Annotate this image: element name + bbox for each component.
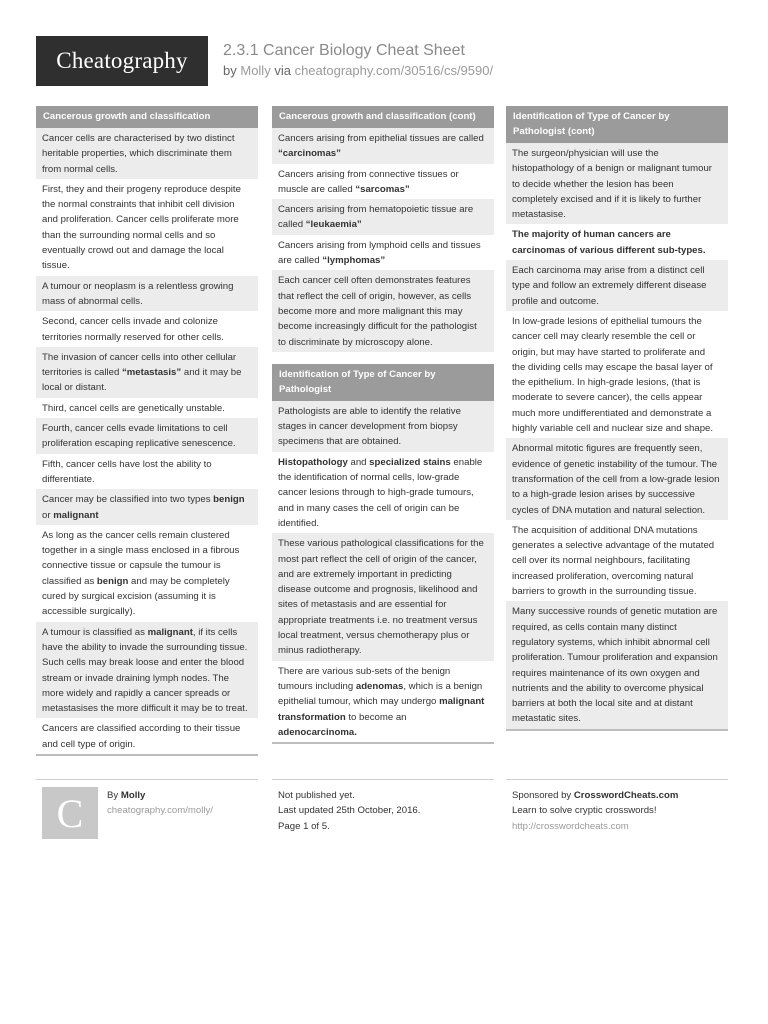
text-row bbox=[36, 718, 258, 754]
row-text: Second, cancer cells invade and colonize territories normally reserved for other cells. bbox=[42, 316, 224, 343]
text-row bbox=[272, 128, 494, 164]
row-text: to become an bbox=[345, 711, 407, 723]
row-text: First, they and their progeny reproduce despite the normal constraints that inhibit cell division and proliferation. Cancer cells proliferate more than the surrounding normal cells and so eventually crowd out and damage the local tissue. bbox=[42, 183, 241, 272]
author-avatar[interactable]: C bbox=[42, 787, 98, 839]
text-row bbox=[506, 520, 728, 601]
footer-divider bbox=[506, 779, 728, 780]
section-end-divider bbox=[272, 742, 494, 744]
row-text: and it may be local or distant. bbox=[42, 367, 242, 394]
sponsor-tagline: Learn to solve cryptic crosswords! bbox=[512, 805, 657, 817]
bold-term: Histopathology bbox=[278, 456, 348, 468]
text-row bbox=[506, 143, 728, 224]
bold-term: benign bbox=[96, 575, 129, 587]
footer-author-name[interactable]: Molly bbox=[120, 790, 146, 801]
row-text: Cancers arising from epithelial tissues are called bbox=[278, 133, 484, 144]
bold-term: “lymphomas” bbox=[322, 255, 386, 267]
text-row bbox=[506, 601, 728, 728]
row-text: Cancers arising from hematopoietic tissue are called bbox=[278, 204, 474, 231]
row-text: Cancer may be classified into two types bbox=[42, 494, 214, 506]
cheatography-logo[interactable]: Cheatography bbox=[36, 36, 208, 86]
row-text: Each cancer cell often demonstrates features that reflect the cell of origin, however, as cells become more and more malignant this may become increasingly difficult for the pathologist to discriminate by microscopy alone. bbox=[278, 275, 477, 348]
author-link[interactable]: Molly bbox=[240, 63, 271, 78]
bold-term: adenocarcinoma. bbox=[278, 726, 357, 738]
text-row bbox=[272, 164, 494, 200]
row-text: The acquisition of additional DNA mutations generates a selective advantage of the mutated cell over its normal neighbours, facilitating increased proliferation, overcoming natural barriers to growth in the surrounding tissue. bbox=[512, 524, 715, 598]
text-row bbox=[506, 224, 728, 260]
row-text: Each carcinoma may arise from a distinct cell type and follow an extremely different disease profile and outcome. bbox=[512, 265, 707, 307]
row-text: and bbox=[347, 456, 370, 468]
row-text: Fifth, cancer cells have lost the ability to differentiate. bbox=[42, 458, 212, 485]
row-text: Pathologists are able to identify the relative stages in cancer development from biopsy specimens that are obtained. bbox=[278, 405, 461, 448]
text-row bbox=[36, 311, 258, 347]
row-text: Fourth, cancer cells evade limitations to cell proliferation escaping replicative senescence. bbox=[42, 423, 236, 450]
row-text: Cancer cells are characterised by two distinct heritable properties, which discriminate them from normal cells. bbox=[42, 133, 235, 175]
text-row bbox=[36, 398, 258, 418]
row-text: A tumour is classified as bbox=[42, 626, 148, 638]
section-end-divider bbox=[36, 754, 258, 756]
footer-status bbox=[278, 788, 420, 834]
text-row bbox=[272, 452, 494, 533]
row-text: A tumour or neoplasm is a relentless growing mass of abnormal cells. bbox=[42, 280, 234, 307]
last-updated: Last updated 25th October, 2016. bbox=[278, 805, 421, 817]
bold-term: adenomas bbox=[355, 680, 404, 692]
text-row bbox=[36, 622, 258, 719]
text-row bbox=[36, 347, 258, 398]
section-heading: Cancerous growth and classification (cont) bbox=[272, 106, 494, 128]
bold-term: specialized stains bbox=[369, 456, 451, 468]
text-row bbox=[36, 454, 258, 490]
row-text: These various pathological classifications for the most part reflect the cell of origin of the cancer, and are extremely important in predicting disease outcome and prognosis, likelihood and sites of metastasis and are essential for appropriate treatments i.e. no treatment versus local treatment, versus chemotherapy plus or minus radiotherapy. bbox=[278, 538, 484, 657]
bold-term: “metastasis” bbox=[121, 367, 182, 379]
text-row bbox=[36, 128, 258, 179]
bold-term: “carcinomas” bbox=[278, 148, 341, 160]
row-text: Cancers are classified according to their tissue and cell type of origin. bbox=[42, 723, 241, 750]
sponsor-prefix: Sponsored by bbox=[512, 790, 572, 801]
row-text: and may be completely cured by surgical excision (assuming it is accessible surgically). bbox=[42, 575, 230, 618]
section-rows bbox=[272, 401, 494, 742]
text-row bbox=[272, 533, 494, 660]
sponsor-url[interactable]: http://crosswordcheats.com bbox=[512, 820, 629, 832]
section-heading: Identification of Type of Cancer by Pathologist (cont) bbox=[506, 106, 728, 143]
section-rows bbox=[506, 143, 728, 729]
text-row bbox=[36, 489, 258, 525]
text-row bbox=[506, 260, 728, 311]
text-row bbox=[272, 235, 494, 271]
footer-divider bbox=[36, 779, 258, 780]
section-heading: Cancerous growth and classification bbox=[36, 106, 258, 128]
text-row bbox=[36, 418, 258, 454]
column-3 bbox=[506, 106, 728, 731]
footer-sponsor bbox=[512, 788, 678, 834]
row-text: There are various sub-sets of the benign tumours including bbox=[278, 665, 451, 692]
byline-via: via bbox=[274, 63, 291, 78]
text-row bbox=[506, 438, 728, 519]
bold-term: malignant bbox=[147, 626, 193, 638]
row-text: Abnormal mitotic figures are frequently seen, evidence of genetic instability of the tumour. The transformation of the cell from a low-grade lesion to a high-grade lesion arises by successive cycles of DNA mutation and natural selection. bbox=[512, 443, 720, 516]
sheet-url-link[interactable]: cheatography.com/30516/cs/9590/ bbox=[294, 63, 494, 78]
row-text: The surgeon/physician will use the histopathology of a benign or malignant tumour to decide whether the lesion has been completely excised and if it is likely to further metastasise. bbox=[512, 148, 712, 221]
row-text: As long as the cancer cells remain clustered together in a single mass enclosed in a fibrous connective tissue or capsule the tumour is classified as bbox=[42, 529, 240, 587]
row-text: Many successive rounds of genetic mutation are required, as cells contain many distinct regulatory systems, which inhibit abnormal cell proliferation. Tumour proliferation and expansion requires maintenance of its own oxygen and nutrients and the ability to overcome physical barriers at both the local site and at distant metastatic sites. bbox=[512, 606, 718, 725]
bold-term: The majority of human cancers are carcinomas of various different sub-types. bbox=[512, 229, 706, 256]
row-text: Third, cancel cells are genetically unstable. bbox=[42, 402, 225, 414]
row-text: Cancers arising from connective tissues or muscle are called bbox=[278, 168, 459, 195]
column-2 bbox=[272, 106, 494, 744]
bold-term: “leukaemia” bbox=[305, 219, 362, 231]
row-text: The invasion of cancer cells into other cellular territories is called bbox=[42, 351, 237, 379]
section-heading: Identification of Type of Cancer by Pathologist bbox=[272, 364, 494, 401]
publish-status: Not published yet. bbox=[278, 790, 355, 801]
row-text: , if its cells have the ability to invade the surrounding tissue. Such cells may break loose and enter the blood stream or invade draining lymph nodes. The more widely and rapidly a cancer spreads or metastasises the more difficult it may be to treat. bbox=[42, 626, 248, 715]
footer-author-url[interactable]: cheatography.com/molly/ bbox=[107, 805, 213, 817]
row-text: In low-grade lesions of epithelial tumours the cancer cell may clearly resemble the cell or origin, but may have started to proliferate and the dividing cells may escape the basal layer of the epithelium. In high-grade lesions, (that is moderate to severe cancer), the cells appear much more undifferentiated and demonstrate a highly variable cell and nuclear size and shape. bbox=[512, 315, 714, 435]
text-row bbox=[272, 661, 494, 742]
row-text: Cancers arising from lymphoid cells and tissues are called bbox=[278, 239, 481, 267]
section-rows bbox=[272, 128, 494, 352]
text-row bbox=[272, 270, 494, 351]
text-row bbox=[36, 179, 258, 276]
row-text: or bbox=[42, 509, 54, 521]
footer-divider bbox=[272, 779, 494, 780]
text-row bbox=[272, 401, 494, 452]
text-row bbox=[272, 199, 494, 235]
bold-term: malignant transformation bbox=[278, 696, 485, 723]
text-row bbox=[36, 525, 258, 622]
row-text: enable the identification of normal cells, low-grade cancer lesions through to high-grade tumours, and in many cases the cell of origin can be identified. bbox=[278, 456, 483, 529]
text-row bbox=[36, 276, 258, 312]
bold-term: malignant bbox=[53, 509, 99, 521]
row-text: , which is a benign epithelial tumour, which may undergo bbox=[278, 680, 483, 708]
byline bbox=[223, 63, 493, 78]
bold-term: benign bbox=[213, 494, 245, 506]
footer-by: By bbox=[107, 790, 119, 801]
bold-term: “sarcomas” bbox=[355, 183, 410, 195]
column-1 bbox=[36, 106, 258, 756]
section-rows bbox=[36, 128, 258, 754]
footer-author bbox=[107, 788, 213, 819]
page-number: Page 1 of 5. bbox=[278, 820, 330, 832]
section-end-divider bbox=[506, 729, 728, 731]
text-row bbox=[506, 311, 728, 438]
page-title: 2.3.1 Cancer Biology Cheat Sheet bbox=[223, 42, 465, 59]
sponsor-link[interactable]: CrosswordCheats.com bbox=[573, 790, 679, 801]
byline-by: by bbox=[223, 63, 237, 78]
